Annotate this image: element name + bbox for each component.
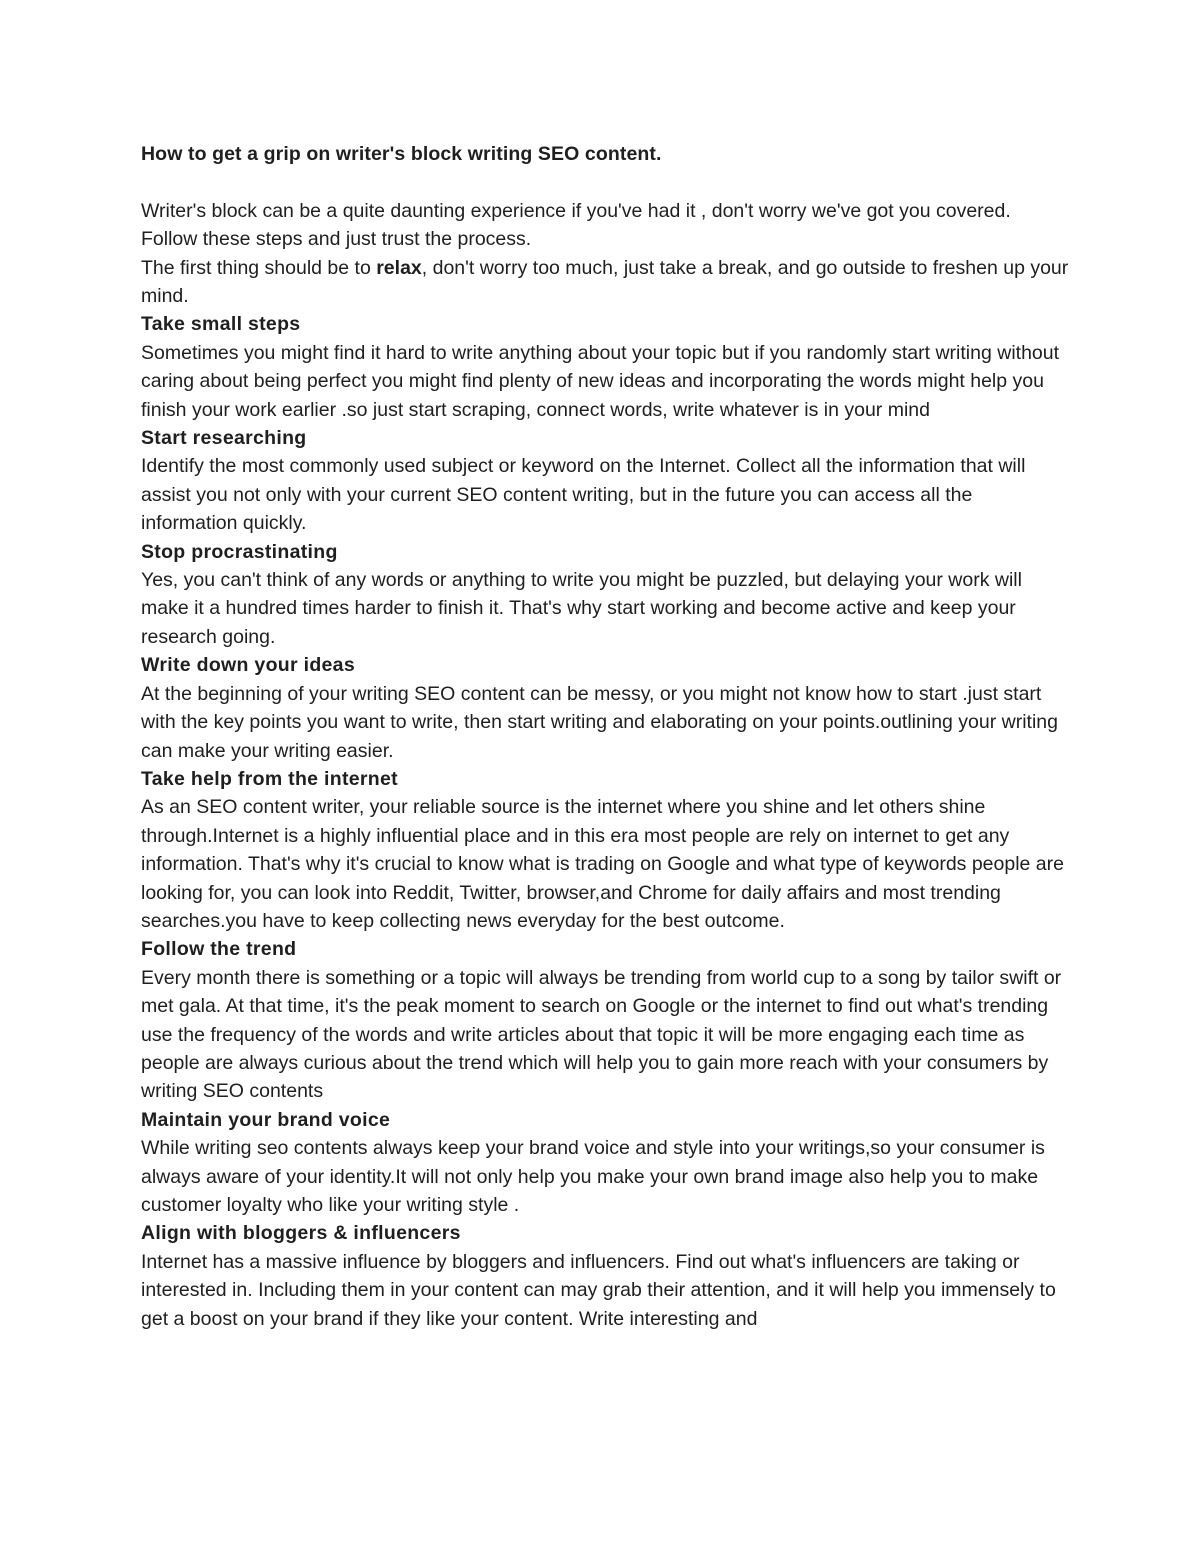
section-body-align-bloggers: Internet has a massive influence by bloggers and influencers. Find out what's influencers are taking or interested in. Including them in your content can may grab their attention, and it will help you immensely to get a boost on your brand if they like your content. Write interesting and: [141, 1250, 1056, 1330]
section-heading-stop-procrastinating: Stop procrastinating: [141, 540, 338, 563]
document-title: How to get a grip on writer's block writing SEO content.: [141, 143, 662, 165]
intro-paragraph: Writer's block can be a quite daunting experience if you've had it , don't worry we've got you covered. Follow these steps and just trust the process.: [141, 199, 1011, 251]
section-heading-write-down-ideas: Write down your ideas: [141, 654, 355, 677]
section-body-start-researching: Identify the most commonly used subject or keyword on the Internet. Collect all the information that will assist you not only with your current SEO content writing, but in the future you can access all the information quickly.: [141, 455, 1026, 535]
section-heading-align-bloggers: Align with bloggers & influencers: [141, 1222, 461, 1245]
section-body-take-help-internet: As an SEO content writer, your reliable source is the internet where you shine and let others shine through.Internet is a highly influential place and in this era most people are rely on internet to get any information. That's why it's crucial to know what is trading on Google and what type of keywords people are looking for, you can look into Reddit, Twitter, browser,and Chrome for daily affairs and most trending searches.you have to keep collecting news everyday for the best outcome.: [141, 796, 1064, 932]
relax-text-before: The first thing should be to: [141, 256, 377, 279]
section-heading-maintain-brand-voice: Maintain your brand voice: [141, 1108, 391, 1131]
section-heading-take-help-internet: Take help from the internet: [141, 767, 398, 790]
section-body-follow-the-trend: Every month there is something or a topic will always be trending from world cup to a song by tailor swift or met gala. At that time, it's the peak moment to search on Google or the internet to find out what's trending use the frequency of the words and write articles about that topic it will be more engaging each time as people are always curious about the trend which will help you to gain more reach with your consumers by writing SEO contents: [141, 966, 1062, 1103]
section-body-take-small-steps: Sometimes you might find it hard to write anything about your topic but if you randomly start writing without caring about being perfect you might find plenty of new ideas and incorporating the words might help you finish your work earlier .so just start scraping, connect words, write whatever is in your mind: [141, 341, 1060, 421]
relax-paragraph: [141, 254, 1071, 311]
section-body-stop-procrastinating: Yes, you can't think of any words or anything to write you might be puzzled, but delaying your work will make it a hundred times harder to finish it. That's why start working and become active and keep your research going.: [141, 569, 1022, 648]
section-heading-start-researching: Start researching: [141, 427, 307, 450]
relax-text-after: , don't worry too much, just take a break, and go outside to freshen up your mind.: [141, 256, 1069, 308]
section-heading-follow-the-trend: Follow the trend: [141, 938, 297, 961]
relax-bold-word: relax: [376, 256, 422, 279]
document-body: [141, 140, 1071, 1333]
section-heading-take-small-steps: Take small steps: [141, 313, 301, 336]
section-body-write-down-ideas: At the beginning of your writing SEO content can be messy, or you might not know how to start .just start with the key points you want to write, then start writing and elaborating on your points.outlining your writing can make your writing easier.: [141, 682, 1058, 762]
section-body-maintain-brand-voice: While writing seo contents always keep your brand voice and style into your writings,so your consumer is always aware of your identity.It will not only help you make your own brand image also help you to make customer loyalty who like your writing style .: [141, 1137, 1045, 1217]
